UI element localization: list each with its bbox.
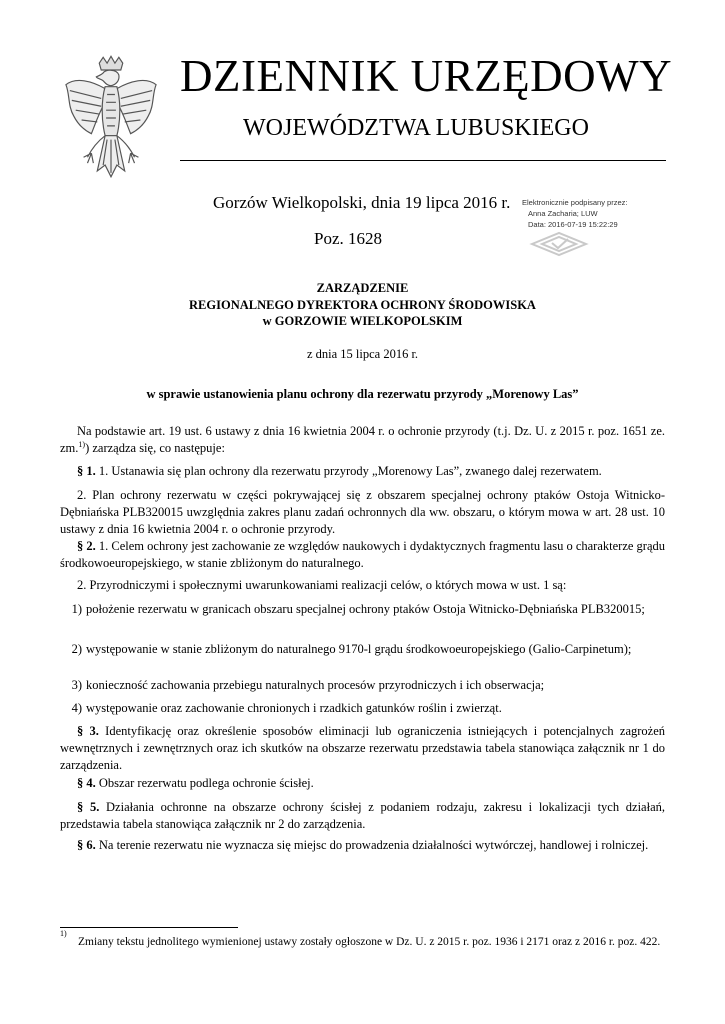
- preamble: Na podstawie art. 19 ust. 6 ustawy z dnia 16 kwietnia 2004 r. o ochronie przyrody (t.j. Dz. U. z 2015 r. poz. 1651 ze. zm.$^{1)}$) zarządza się, co następuje:: [60, 424, 665, 455]
- eagle-emblem-icon: [62, 55, 160, 183]
- page-title: DZIENNIK URZĘDOWY: [180, 51, 673, 101]
- list-item: 1) położenie rezerwatu w granicach obszaru specjalnej ochrony ptaków Ostoja Witnicko-Dębniańska PLB320015;: [71, 602, 645, 616]
- section-5-mark: § 5.: [77, 800, 100, 814]
- list-item: 2) występowanie w stanie zbliżonym do naturalnego 9170-l grądu środkowoeuropejskiego (Galio-Carpinetum);: [71, 642, 632, 656]
- footnote: 1) Zmiany tekstu jednolitego wymienionej ustawy zostały ogłoszone w Dz. U. z 2015 r. poz. 1936 i 2171 oraz z 2016 r. poz. 422.: [60, 934, 665, 950]
- section-2-paragraph-2: 2. Przyrodniczymi i społecznymi uwarunkowaniami realizacji celów, o których mowa w ust. 1 są:: [77, 578, 567, 592]
- issuing-authority-location: w GORZOWIE WIELKOPOLSKIM: [262, 314, 463, 328]
- section-4: § 4. Obszar rezerwatu podlega ochronie ścisłej.: [77, 776, 314, 790]
- section-2-paragraph-1: § 2. 1. Celem ochrony jest zachowanie ze względów naukowych i dydaktycznych fragmentu lasu o charakterze grądu środkowoeuropejskiego, w stanie zbliżonym do naturalnego.: [60, 539, 666, 570]
- section-4-mark: § 4.: [77, 776, 96, 790]
- section-2-mark: § 2.: [77, 539, 96, 553]
- list-item: 4) występowanie oraz zachowanie chronionych i rzadkich gatunków roślin i zwierząt.: [71, 701, 502, 715]
- ordinance-date: z dnia 15 lipca 2016 r.: [306, 347, 419, 361]
- signature-label: Elektronicznie podpisany przez:: [522, 198, 628, 207]
- section-3-mark: § 3.: [77, 724, 99, 738]
- signature-date: Data: 2016-07-19 15:22:29: [528, 220, 618, 229]
- footnote-text: Zmiany tekstu jednolitego wymienionej ustawy zostały ogłoszone w Dz. U. z 2015 r. poz. 1936 i 2171 oraz z 2016 r. poz. 422.: [78, 936, 661, 948]
- footnote-divider: [60, 927, 238, 928]
- signature-signer: Anna Zacharia; LUW: [528, 209, 598, 218]
- header-divider: [180, 160, 666, 161]
- section-3: § 3. Identyfikację oraz określenie sposobów eliminacji lub ograniczenia istniejących i potencjalnych zagrożeń wewnętrznych i zewnętrznych oraz ich skutków na obszarze rezerwatu przedstawia tabela stanowiąca załącznik nr 1 do zarządzenia.: [60, 724, 665, 772]
- footnote-reference: 1): [78, 439, 86, 449]
- section-6: § 6. Na terenie rezerwatu nie wyznacza się miejsc do prowadzenia działalności wytwórczej, handlowej i rolniczej.: [77, 838, 649, 852]
- e-signature-check-icon: [528, 230, 590, 258]
- position-number: Poz. 1628: [314, 229, 382, 248]
- section-1-paragraph-1: § 1. 1. Ustanawia się plan ochrony dla rezerwatu przyrody „Morenowy Las”, zwanego dalej rezerwatem.: [77, 464, 602, 478]
- electronic-signature: [522, 197, 682, 230]
- ordinance-type: ZARZĄDZENIE: [316, 281, 409, 295]
- list-item: 3) konieczność zachowania przebiegu naturalnych procesów przyrodniczych i ich obserwacja;: [71, 678, 545, 692]
- issue-dateline: Gorzów Wielkopolski, dnia 19 lipca 2016 r.: [213, 193, 511, 212]
- section-5: § 5. Działania ochronne na obszarze ochrony ścisłej z podaniem rodzaju, zakresu i lokalizacji tych działań, przedstawia tabela stanowiąca załącznik nr 2 do zarządzenia.: [60, 800, 666, 831]
- section-1-paragraph-2: 2. Plan ochrony rezerwatu w części pokrywającej się z obszarem specjalnej ochrony ptaków Ostoja Witnicko-Dębniańska PLB320015 uwzględnia zakres planu zadań ochronnych dla ww. obszaru, o którym mowa w art. 28 ust. 10 ustawy z dnia 16 kwietnia 2004 r. o ochronie przyrody.: [60, 488, 665, 536]
- section-6-mark: § 6.: [77, 838, 96, 852]
- section-1-mark: § 1.: [77, 464, 96, 478]
- page-subtitle: WOJEWÓDZTWA LUBUSKIEGO: [243, 115, 589, 141]
- issuing-authority: REGIONALNEGO DYREKTORA OCHRONY ŚRODOWISKA: [189, 298, 536, 312]
- ordinance-subject: w sprawie ustanowienia planu ochrony dla rezerwatu przyrody „Morenowy Las”: [146, 387, 579, 401]
